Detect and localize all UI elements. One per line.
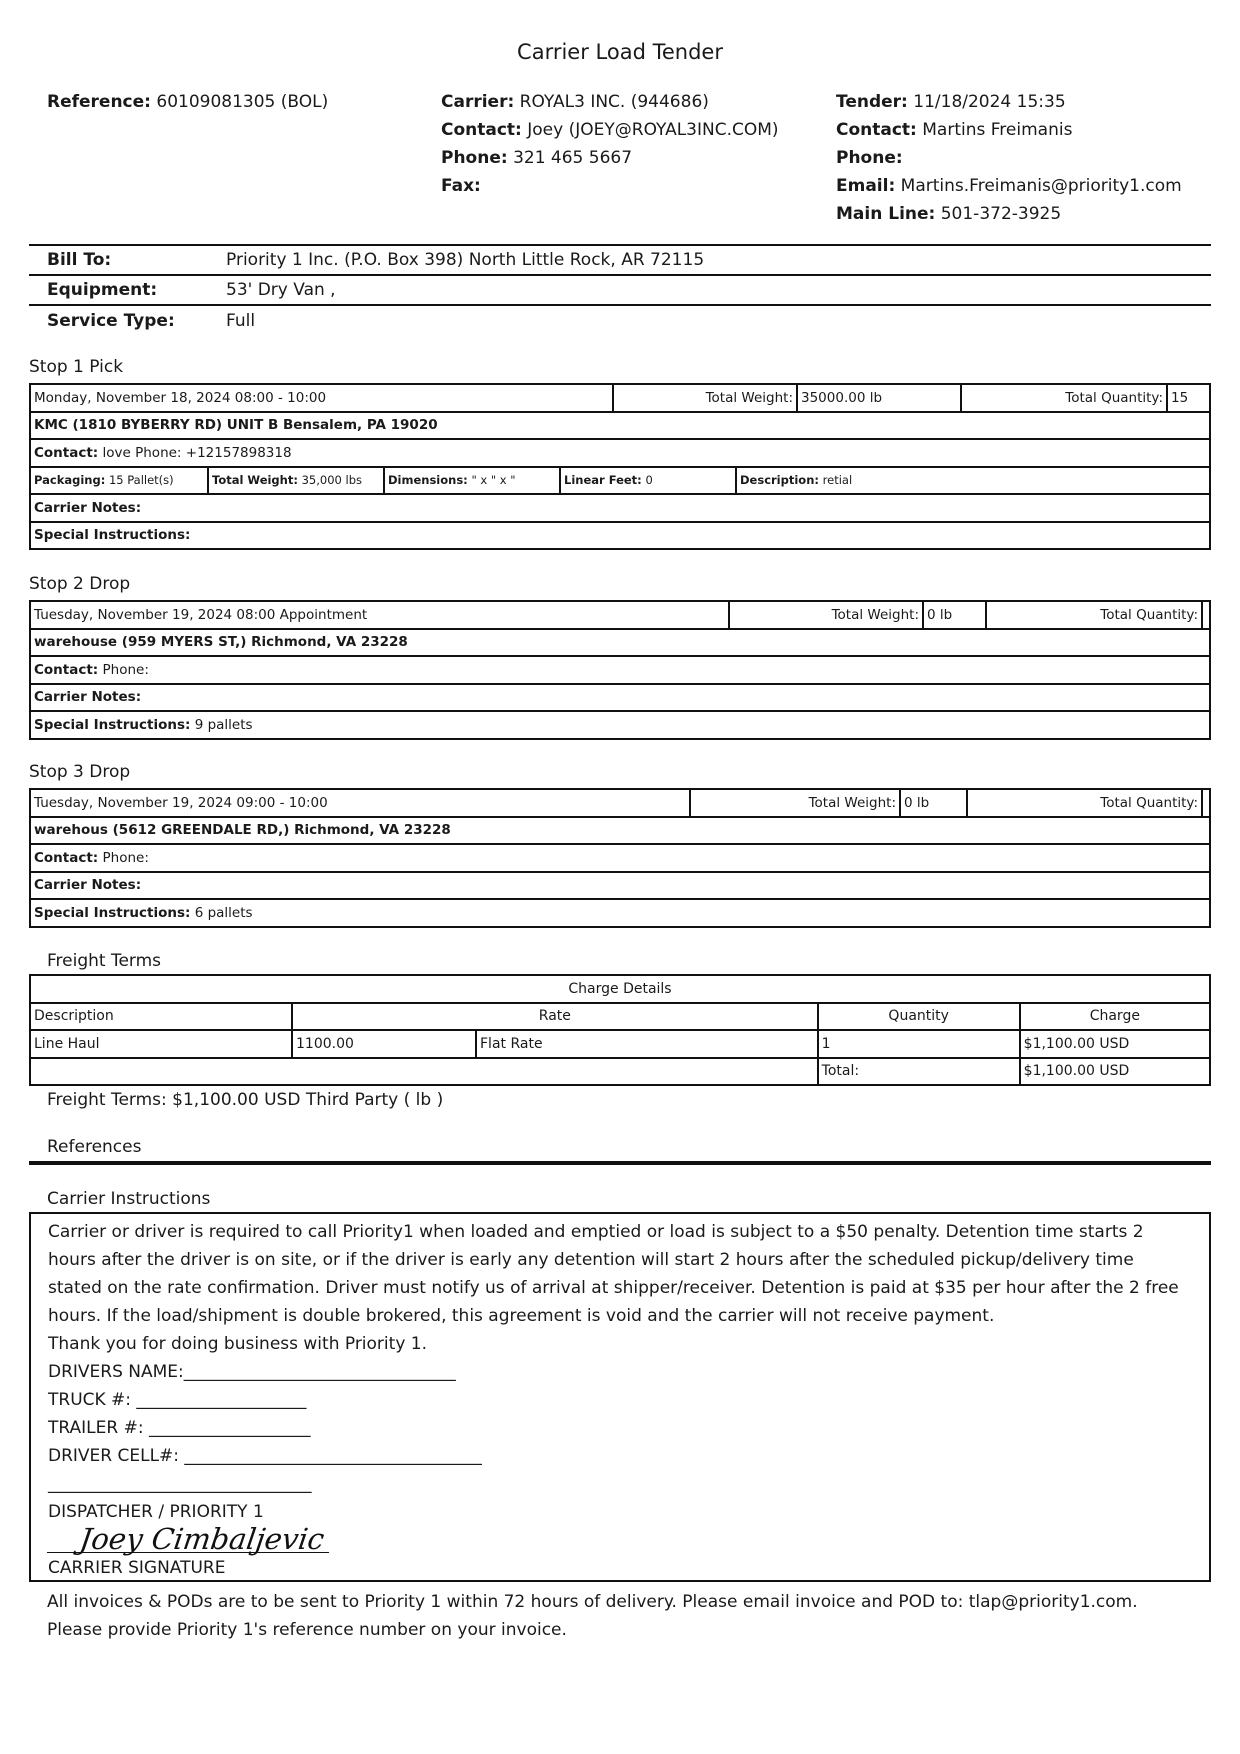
- stop-1-dimensions-label: Dimensions:: [388, 473, 468, 488]
- stop-3-carrier-notes-label: Carrier Notes:: [34, 877, 142, 894]
- stop-1-carrier-notes-row: [31, 495, 1209, 523]
- dispatcher-label: DISPATCHER / PRIORITY 1: [48, 1502, 264, 1522]
- carrier-block: [441, 88, 779, 200]
- stop-1-contact: love Phone: +12157898318: [102, 444, 292, 461]
- document-title: Carrier Load Tender: [517, 40, 723, 64]
- carrier-fax-label: Fax:: [441, 176, 481, 196]
- freight-terms-line: Freight Terms: $1,100.00 USD Third Party ( lb ): [47, 1090, 444, 1110]
- main-line-value: 501-372-3925: [940, 204, 1062, 224]
- charge-details-title-row: [30, 975, 1210, 1003]
- stop-2-contact-row: [31, 657, 1209, 685]
- line-rate: 1100.00: [292, 1030, 476, 1058]
- signature-line: [47, 1552, 329, 1553]
- stop-1-special-row: [31, 523, 1209, 551]
- stop-1-schedule-row: [31, 385, 1209, 413]
- charge-details-title: Charge Details: [30, 975, 1210, 1003]
- carrier-contact-label: Contact:: [441, 120, 522, 140]
- carrier-phone-label: Phone:: [441, 148, 508, 168]
- line-rate-type: Flat Rate: [476, 1030, 818, 1058]
- stop-3-special-label: Special Instructions:: [34, 904, 191, 921]
- drivers-name-line: DRIVERS NAME:________________________________: [48, 1362, 456, 1382]
- stop-2-special-row: [31, 712, 1209, 740]
- carrier-contact-value: Joey (JOEY@ROYAL3INC.COM): [527, 120, 779, 140]
- shipment-meta: [29, 244, 1211, 336]
- stop-3-location: warehous (5612 GREENDALE RD,) Richmond, VA 23228: [34, 822, 451, 839]
- stop-2-location: warehouse (959 MYERS ST,) Richmond, VA 23228: [34, 634, 408, 651]
- stop-1-linear-feet-label: Linear Feet:: [564, 473, 642, 488]
- references-heading: References: [47, 1137, 142, 1157]
- stop-2-total-quantity-label: Total Quantity:: [985, 602, 1201, 628]
- trailer-line: TRAILER #: ___________________: [48, 1418, 311, 1438]
- col-description: Description: [30, 1003, 292, 1031]
- tender-email-value: Martins.Freimanis@priority1.com: [900, 176, 1182, 196]
- stop-3-datetime: Tuesday, November 19, 2024 09:00 - 10:00: [34, 794, 328, 811]
- carrier-label: Carrier:: [441, 92, 515, 112]
- stop-2-schedule-row: [31, 602, 1209, 630]
- truck-line: TRUCK #: ____________________: [48, 1390, 307, 1410]
- carrier-instructions-body: Carrier or driver is required to call Priority1 when loaded and emptied or load is subject to a $50 penalty. Detention time starts 2 hours after the driver is on site, or if the driver is early any detention will start 2 hours after the scheduled pickup/delivery time stated on the rate confirmation. Driver must notify us of arrival at shipper/receiver. Detention is paid at $35 per hour after the 2 free hours. If the load/shipment is double brokered, this agreement is void and the carrier will not receive payment.: [48, 1222, 1185, 1326]
- references-divider: [29, 1161, 1211, 1165]
- line-quantity: 1: [818, 1030, 1020, 1058]
- stop-3-table: [29, 788, 1211, 928]
- total-spacer: [30, 1058, 818, 1086]
- bill-to-row: [29, 246, 1211, 276]
- tender-label: Tender:: [836, 92, 908, 112]
- charge-total-row: [30, 1058, 1210, 1086]
- stop-1-location-row: [31, 413, 1209, 441]
- stop-2-total-weight-label: Total Weight:: [728, 602, 922, 628]
- equipment-label: Equipment:: [47, 280, 158, 300]
- stop-1-packaging: 15 Pallet(s): [108, 473, 174, 488]
- stop-1-datetime: Monday, November 18, 2024 08:00 - 10:00: [34, 389, 327, 406]
- stop-3-schedule-row: [31, 790, 1209, 818]
- line-charge: $1,100.00 USD: [1020, 1030, 1210, 1058]
- service-type-row: [29, 306, 1211, 336]
- charge-details-table: [29, 974, 1211, 1086]
- stop-1-total-quantity-label: Total Quantity:: [960, 385, 1166, 411]
- charge-header-row: [30, 1003, 1210, 1031]
- charge-line-row: [30, 1030, 1210, 1058]
- tender-email-label: Email:: [836, 176, 896, 196]
- stop-3-special-row: [31, 900, 1209, 928]
- tender-value: 11/18/2024 15:35: [913, 92, 1066, 112]
- reference-label: Reference:: [47, 92, 151, 112]
- stop-3-carrier-notes-row: [31, 873, 1209, 901]
- carrier-phone-value: 321 465 5667: [513, 148, 633, 168]
- stop-2-total-weight: 0 lb: [922, 602, 985, 628]
- stop-2-special-label: Special Instructions:: [34, 716, 191, 733]
- invoice-footer: All invoices & PODs are to be sent to Priority 1 within 72 hours of delivery. Please email invoice and POD to: tlap@priority1.com. Please provide Priority 1's reference number on your invoice.: [47, 1592, 1138, 1640]
- freight-terms-heading: Freight Terms: [47, 951, 162, 971]
- total-value: $1,100.00 USD: [1020, 1058, 1210, 1086]
- stop-3-total-quantity: [1201, 790, 1209, 816]
- stop-2-contact-label: Contact:: [34, 661, 99, 678]
- stop-1-carrier-notes-label: Carrier Notes:: [34, 499, 142, 516]
- stop-3-contact: Phone:: [102, 849, 149, 866]
- stop-1-contact-label: Contact:: [34, 444, 99, 461]
- stop-1-dimensions: " x " x ": [471, 473, 516, 488]
- stop-1-total-weight-label: Total Weight:: [612, 385, 796, 411]
- stop-2-total-quantity: [1201, 602, 1209, 628]
- reference-value: 60109081305 (BOL): [156, 92, 329, 112]
- stop-1-table: [29, 383, 1211, 550]
- stop-3-contact-row: [31, 845, 1209, 873]
- stop-3-total-weight-label: Total Weight:: [689, 790, 899, 816]
- bill-to-value: Priority 1 Inc. (P.O. Box 398) North Little Rock, AR 72115: [226, 250, 705, 270]
- main-line-label: Main Line:: [836, 204, 936, 224]
- stop-1-item-row: [31, 468, 1209, 496]
- equipment-value: 53' Dry Van ,: [226, 280, 336, 300]
- tender-block: [836, 88, 1182, 228]
- stop-1-linear-feet: 0: [645, 473, 653, 488]
- dispatcher-signature-line: _______________________________: [48, 1474, 312, 1494]
- driver-cell-line: DRIVER CELL#: ___________________________________: [48, 1446, 482, 1466]
- stop-1-description-label: Description:: [740, 473, 819, 488]
- stop-1-special-label: Special Instructions:: [34, 527, 191, 544]
- thank-you-line: Thank you for doing business with Priority 1.: [48, 1334, 427, 1354]
- service-type-label: Service Type:: [47, 311, 175, 331]
- line-description: Line Haul: [30, 1030, 292, 1058]
- stop-2-carrier-notes-label: Carrier Notes:: [34, 689, 142, 706]
- handwritten-signature: Joey Cimbaljevic: [77, 1522, 327, 1556]
- carrier-signature-label: CARRIER SIGNATURE: [48, 1558, 226, 1578]
- col-charge: Charge: [1020, 1003, 1210, 1031]
- stop-1-packaging-label: Packaging:: [34, 473, 106, 488]
- stop-3-total-weight: 0 lb: [899, 790, 966, 816]
- col-rate: Rate: [292, 1003, 818, 1031]
- stop-2-special: 9 pallets: [194, 716, 253, 733]
- carrier-instructions-heading: Carrier Instructions: [47, 1189, 211, 1209]
- stop-2-location-row: [31, 630, 1209, 658]
- stop-2-table: [29, 600, 1211, 740]
- stop-2-datetime: Tuesday, November 19, 2024 08:00 Appointment: [34, 606, 368, 623]
- stop-1-item-weight-label: Total Weight:: [212, 473, 298, 488]
- stop-1-total-quantity: 15: [1166, 385, 1209, 411]
- stop-2-heading: Stop 2 Drop: [29, 574, 131, 594]
- service-type-value: Full: [226, 311, 256, 331]
- stop-3-total-quantity-label: Total Quantity:: [966, 790, 1201, 816]
- tender-contact-value: Martins Freimanis: [922, 120, 1073, 140]
- stop-1-item-weight: 35,000 lbs: [301, 473, 362, 488]
- bill-to-label: Bill To:: [47, 250, 112, 270]
- stop-1-description: retial: [822, 473, 853, 488]
- stop-3-heading: Stop 3 Drop: [29, 762, 131, 782]
- stop-2-carrier-notes-row: [31, 685, 1209, 713]
- total-label: Total:: [818, 1058, 1020, 1086]
- stop-3-location-row: [31, 818, 1209, 846]
- col-quantity: Quantity: [818, 1003, 1020, 1031]
- tender-phone-label: Phone:: [836, 148, 903, 168]
- stop-1-total-weight: 35000.00 lb: [796, 385, 960, 411]
- tender-contact-label: Contact:: [836, 120, 917, 140]
- stop-3-contact-label: Contact:: [34, 849, 99, 866]
- stop-2-contact: Phone:: [102, 661, 149, 678]
- stop-1-contact-row: [31, 440, 1209, 468]
- stop-1-location: KMC (1810 BYBERRY RD) UNIT B Bensalem, PA 19020: [34, 417, 438, 434]
- carrier-value: ROYAL3 INC. (944686): [519, 92, 709, 112]
- equipment-row: [29, 276, 1211, 306]
- stop-1-heading: Stop 1 Pick: [29, 357, 124, 377]
- stop-3-special: 6 pallets: [194, 904, 253, 921]
- reference-block: [47, 88, 328, 116]
